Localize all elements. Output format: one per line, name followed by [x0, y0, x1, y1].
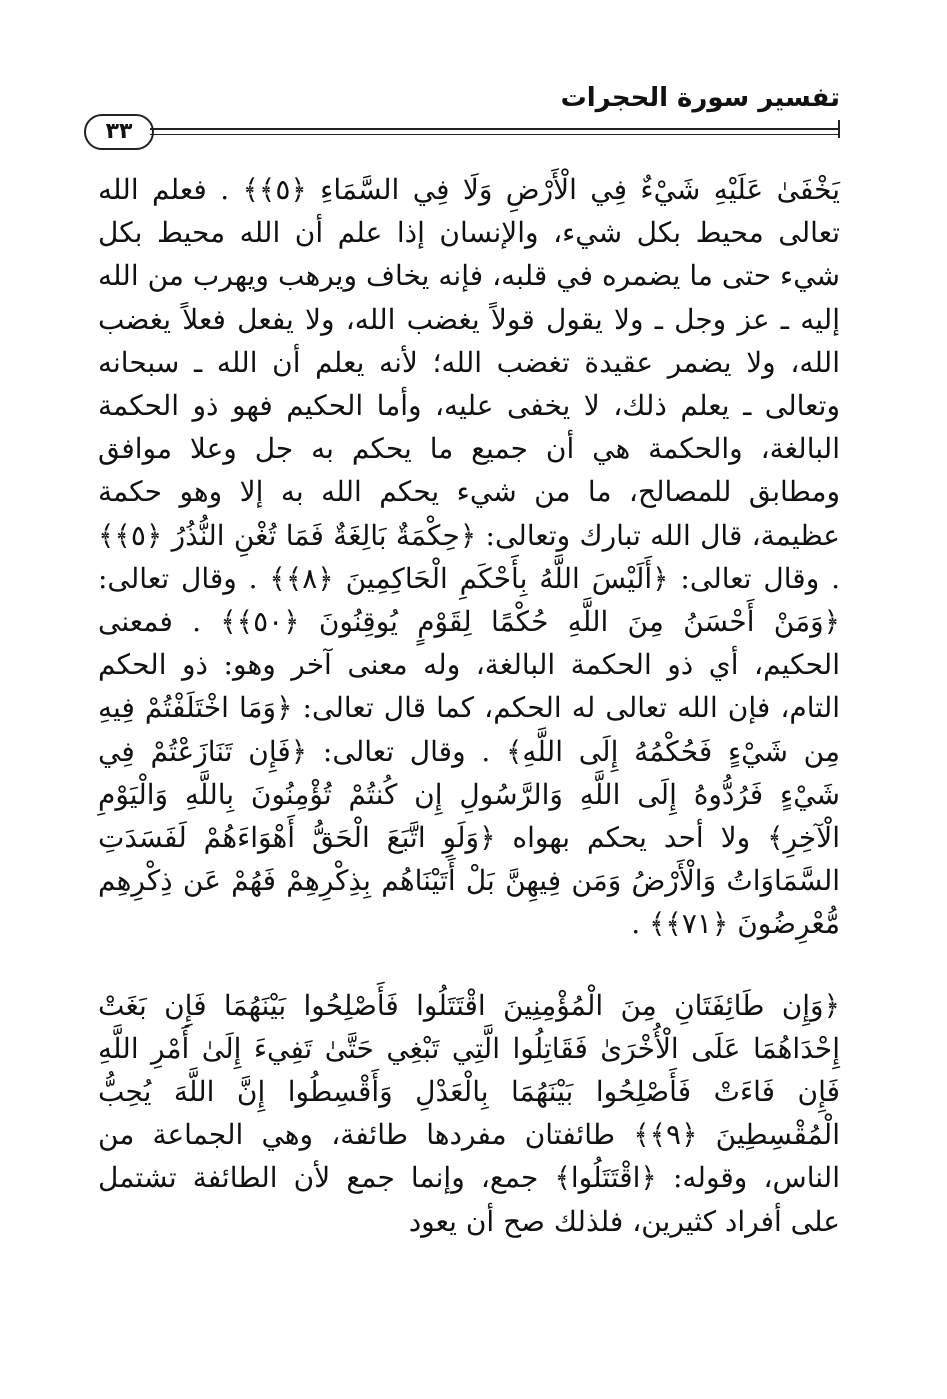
- page-number: ٣٣: [84, 114, 154, 150]
- paragraph: ﴿وَإِن طَائِفَتَانِ مِنَ الْمُؤْمِنِينَ اقْتَتَلُوا فَأَصْلِحُوا بَيْنَهُمَا فَإِن بَغَتْ إِحْدَاهُمَا عَلَى الْأُخْرَىٰ فَقَاتِلُوا الَّتِي تَبْغِي حَتَّىٰ تَفِيءَ إِلَىٰ أَمْرِ اللَّهِ فَإِن فَاءَتْ فَأَصْلِحُوا بَيْنَهُمَا بِالْعَدْلِ وَأَقْسِطُوا إِنَّ اللَّهَ يُحِبُّ الْمُقْسِطِينَ ﴿٩﴾﴾ طائفتان مفردها طائفة، وهي الجماعة من الناس، وقوله: ﴿اقْتَتَلُوا﴾ جمع، وإنما جمع لأن الطائفة تشتمل على أفراد كثيرين، فلذلك صح أن يعود: [98, 988, 840, 1238]
- body-text: [98, 168, 840, 1243]
- header-rule: [150, 128, 840, 135]
- running-title: تفسير سورة الحجرات: [560, 83, 840, 113]
- page-header: [80, 80, 840, 150]
- paragraph: يَخْفَىٰ عَلَيْهِ شَيْءٌ فِي الْأَرْضِ وَلَا فِي السَّمَاءِ ﴿٥﴾﴾ . فعلم الله تعالى محيط بكل شيء، والإنسان إذا علم أن الله محيط بكل شيء حتى ما يضمره في قلبه، فإنه يخاف ويرهب ويهرب من الله إليه ـ عز وجل ـ ولا يقول قولاً يغضب الله، ولا يفعل فعلاً يغضب الله، ولا يضمر عقيدة تغضب الله؛ لأنه يعلم أن الله ـ سبحانه وتعالى ـ يعلم ذلك، لا يخفى عليه، وأما الحكيم فهو ذو الحكمة البالغة، والحكمة هي أن جميع ما يحكم به جل وعلا موافق ومطابق للمصالح، ما من شيء يحكم الله به إلا وهو حكمة عظيمة، قال الله تبارك وتعالى: ﴿حِكْمَةٌ بَالِغَةٌ فَمَا تُغْنِ النُّذُرُ ﴿٥﴾﴾ . وقال تعالى: ﴿أَلَيْسَ اللَّهُ بِأَحْكَمِ الْحَاكِمِينَ ﴿٨﴾﴾ . وقال تعالى: ﴿وَمَنْ أَحْسَنُ مِنَ اللَّهِ حُكْمًا لِقَوْمٍ يُوقِنُونَ ﴿٥٠﴾﴾ . فمعنى الحكيم، أي ذو الحكمة البالغة، وله معنى آخر وهو: ذو الحكم التام، فإن الله تعالى له الحكم، كما قال تعالى: ﴿وَمَا اخْتَلَفْتُمْ فِيهِ مِن شَيْءٍ فَحُكْمُهُ إِلَى اللَّهِ﴾ . وقال تعالى: ﴿فَإِن تَنَازَعْتُمْ فِي شَيْءٍ فَرُدُّوهُ إِلَى اللَّهِ وَالرَّسُولِ إِن كُنتُمْ تُؤْمِنُونَ بِاللَّهِ وَالْيَوْمِ الْآخِرِ﴾ ولا أحد يحكم بهواه ﴿وَلَوِ اتَّبَعَ الْحَقُّ أَهْوَاءَهُمْ لَفَسَدَتِ السَّمَاوَاتُ وَالْأَرْضُ وَمَن فِيهِنَّ بَلْ أَتَيْنَاهُم بِذِكْرِهِمْ فَهُمْ عَن ذِكْرِهِم مُّعْرِضُونَ ﴿٧١﴾﴾ .: [98, 173, 841, 941]
